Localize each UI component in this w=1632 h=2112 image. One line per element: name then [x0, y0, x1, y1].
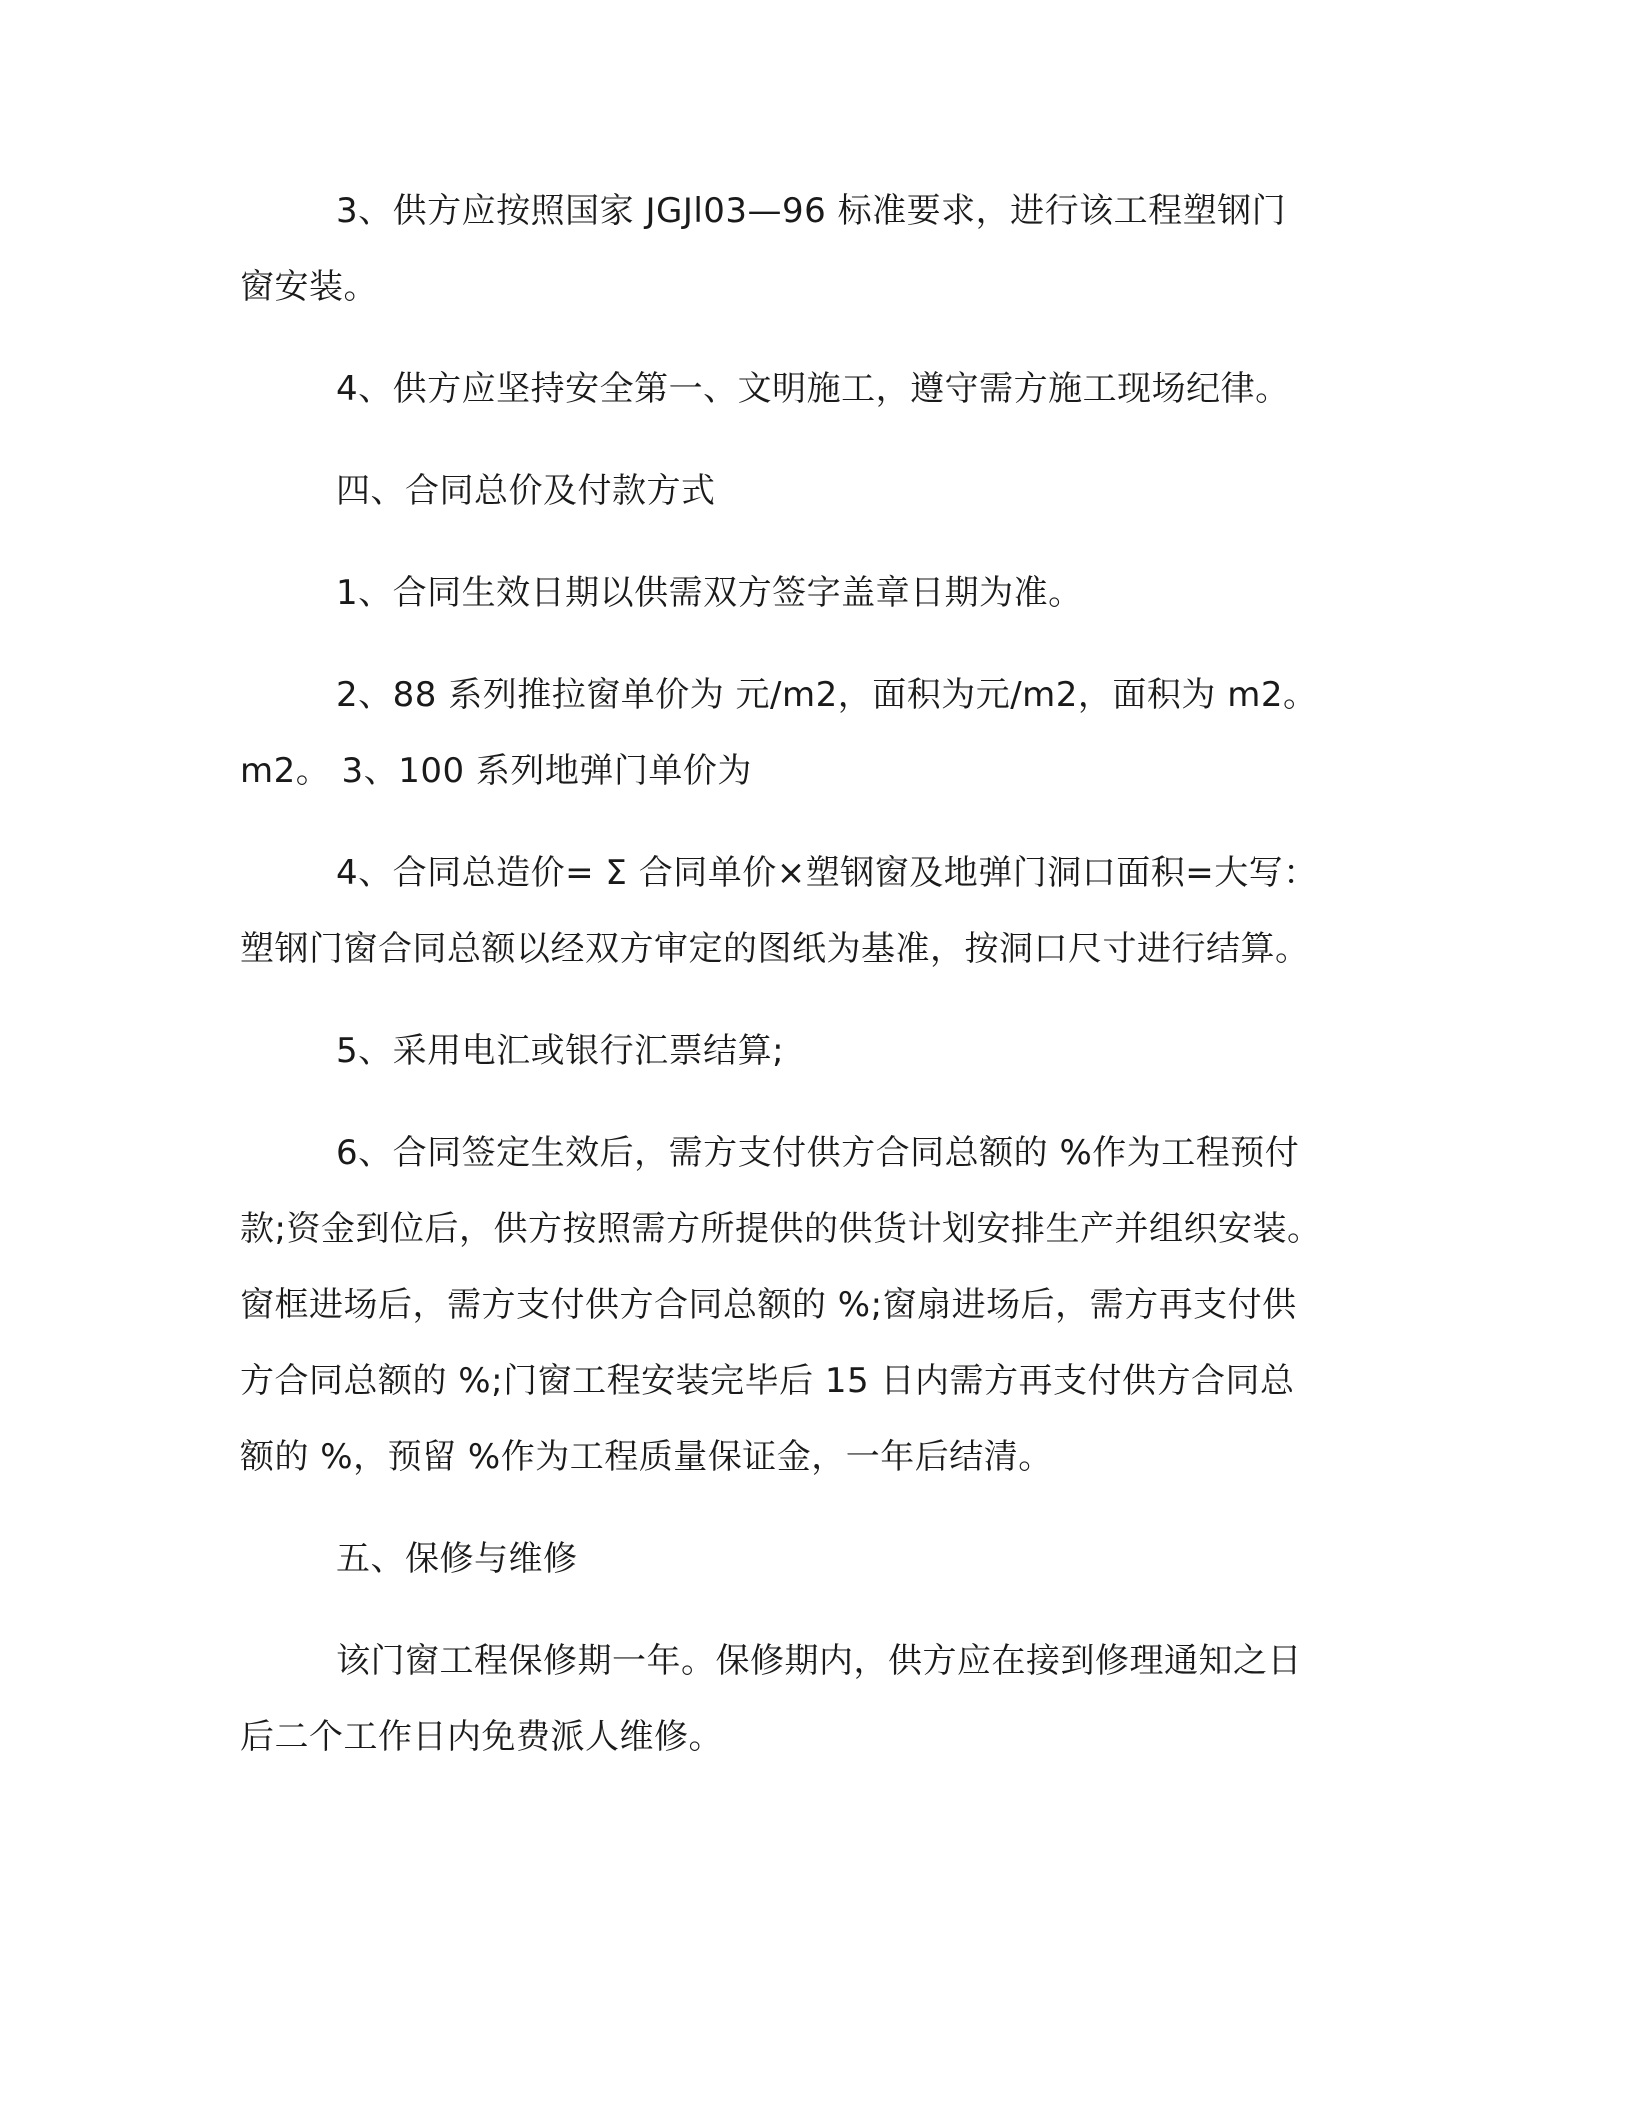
section-heading-4: 四、合同总价及付款方式	[336, 471, 716, 511]
item-6-line-1: 6、合同签定生效后，需方支付供方合同总额的 %作为工程预付	[336, 1133, 1300, 1173]
item-6-line-4: 方合同总额的 %;门窗工程安装完毕后 15 日内需方再支付供方合同总	[240, 1361, 1295, 1401]
paragraph-3-line-2: 窗安装。	[240, 267, 378, 307]
item-6-line-2: 款;资金到位后，供方按照需方所提供的供货计划安排生产并组织安装。	[240, 1209, 1322, 1249]
paragraph-3-line-1: 3、供方应按照国家 JGJl03—96 标准要求，进行该工程塑钢门	[336, 191, 1287, 231]
item-6-line-5: 额的 %，预留 %作为工程质量保证金，一年后结清。	[240, 1437, 1053, 1477]
document-body	[240, 186, 1380, 1762]
warranty-line-1: 该门窗工程保修期一年。保修期内，供方应在接到修理通知之日	[336, 1641, 1302, 1681]
item-4-line-1: 4、合同总造价= Σ 合同单价×塑钢窗及地弹门洞口面积=大写：	[336, 853, 1318, 893]
item-5-settlement: 5、采用电汇或银行汇票结算;	[336, 1031, 785, 1071]
item-4-line-2: 塑钢门窗合同总额以经双方审定的图纸为基准，按洞口尺寸进行结算。	[240, 929, 1310, 969]
item-2-line-2: m2。 3、100 系列地弹门单价为	[240, 751, 752, 791]
paragraph-4-line-1: 4、供方应坚持安全第一、文明施工，遵守需方施工现场纪律。	[336, 369, 1290, 409]
item-2-line-1: 2、88 系列推拉窗单价为 元/m2，面积为元/m2，面积为 m2。	[336, 675, 1318, 715]
item-1-effective-date: 1、合同生效日期以供需双方签字盖章日期为准。	[336, 573, 1083, 613]
section-heading-5: 五、保修与维修	[336, 1539, 578, 1579]
warranty-line-2: 后二个工作日内免费派人维修。	[240, 1717, 723, 1757]
item-6-line-3: 窗框进场后，需方支付供方合同总额的 %;窗扇进场后，需方再支付供	[240, 1285, 1297, 1325]
